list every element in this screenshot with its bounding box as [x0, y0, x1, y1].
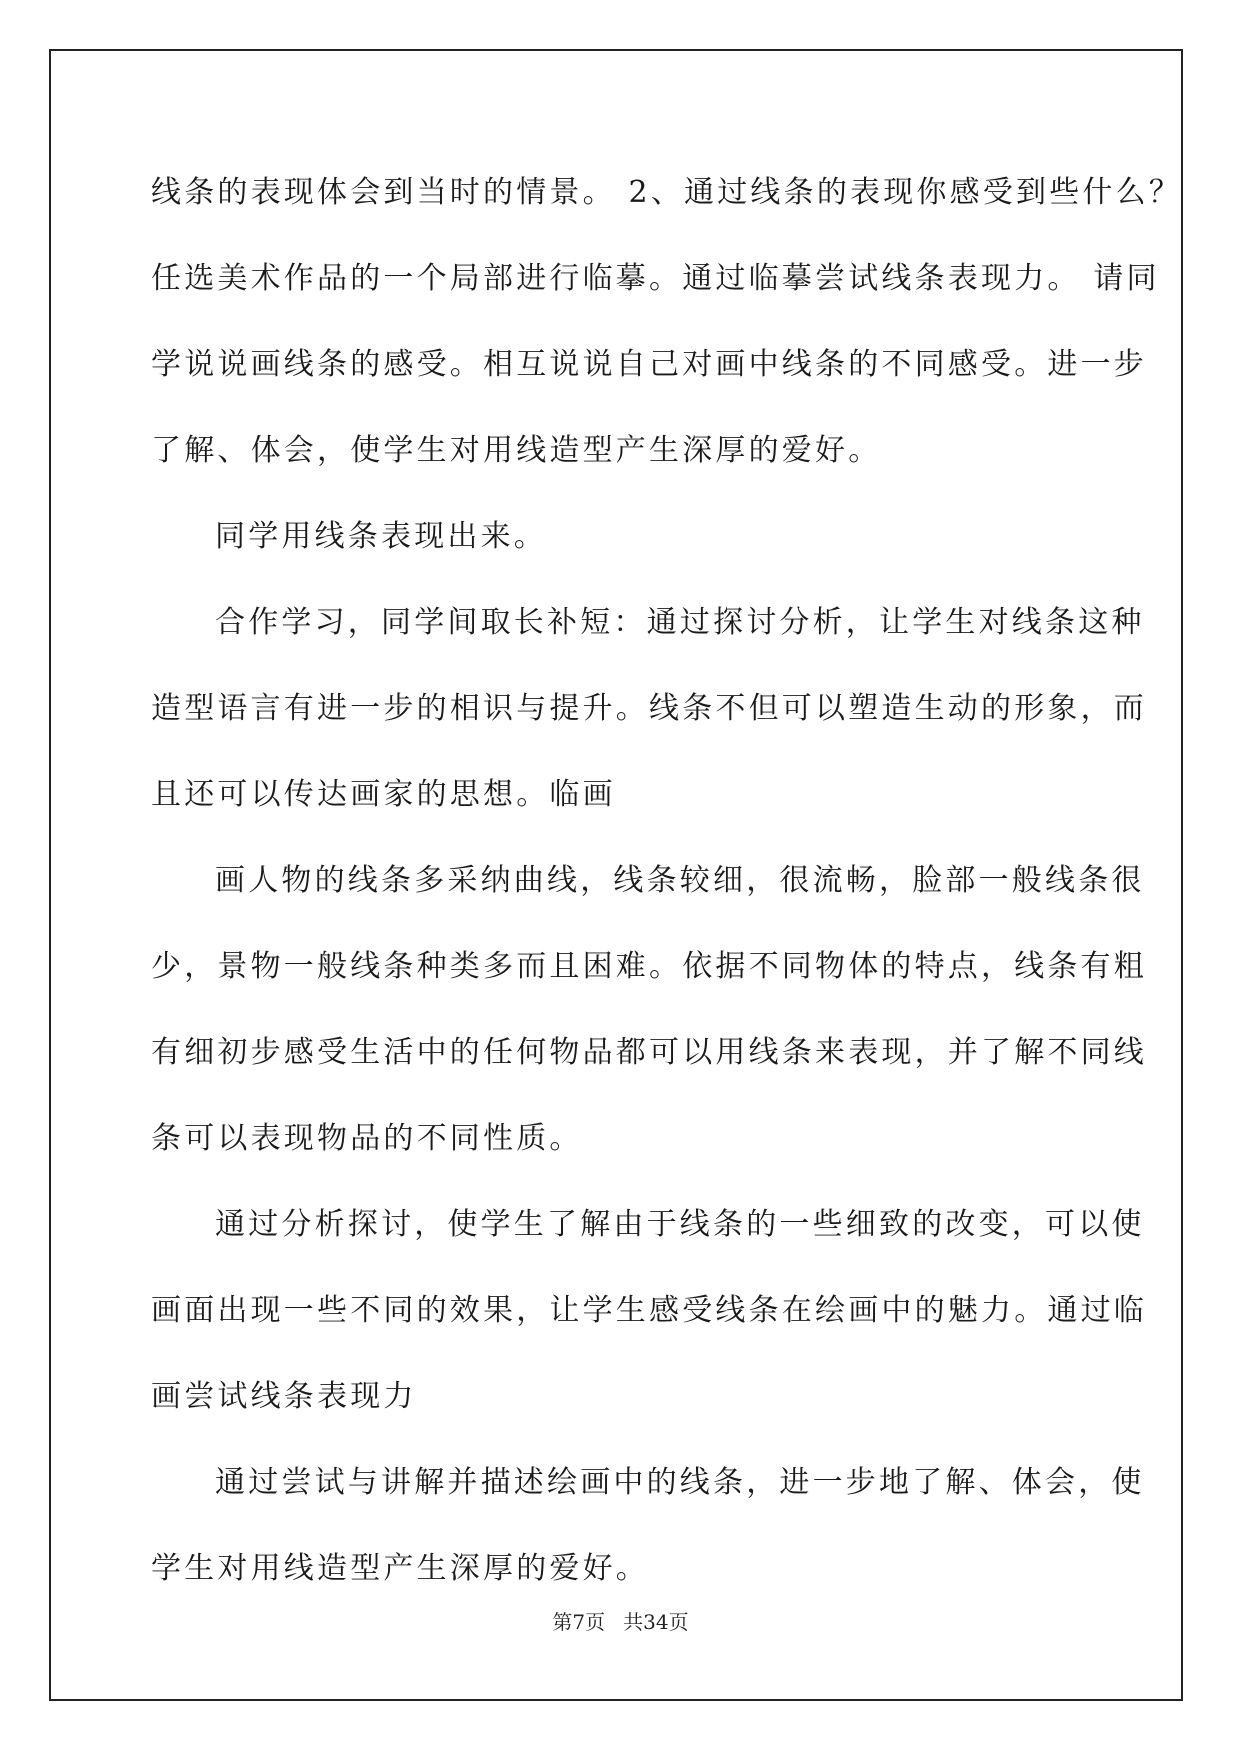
- paragraph-line: 合作学习，同学间取长补短：通过探讨分析，让学生对线条这种: [215, 605, 1145, 640]
- paragraph-line: 通过分析探讨，使学生了解由于线条的一些细致的改变，可以使: [215, 1207, 1145, 1242]
- text-line: 少，景物一般线条种类多而且困难。依据不同物体的特点，线条有粗: [151, 949, 1147, 984]
- page-total: 共34页: [623, 1610, 689, 1634]
- text-line: 任选美术作品的一个局部进行临摹。通过临摹尝试线条表现力。 请同: [151, 261, 1160, 296]
- text-line: 线条的表现体会到当时的情景。 2、通过线条的表现你感受到些什么？: [151, 175, 1183, 210]
- page-number: 第7页: [552, 1610, 606, 1634]
- paragraph-line: 画人物的线条多采纳曲线，线条较细，很流畅，脸部一般线条很: [215, 863, 1145, 898]
- text-line: 有细初步感受生活中的任何物品都可以用线条来表现，并了解不同线: [151, 1035, 1147, 1070]
- text-line: 造型语言有进一步的相识与提升。线条不但可以塑造生动的形象，而: [151, 691, 1147, 726]
- text-line: 且还可以传达画家的思想。临画: [151, 777, 616, 812]
- text-line: 学说说画线条的感受。相互说说自己对画中线条的不同感受。进一步: [151, 347, 1147, 382]
- text-line: 画尝试线条表现力: [151, 1379, 417, 1414]
- paragraph-line: 同学用线条表现出来。: [215, 519, 547, 554]
- paragraph-line: 通过尝试与讲解并描述绘画中的线条，进一步地了解、体会，使: [215, 1465, 1145, 1500]
- document-body: [151, 150, 1183, 1612]
- text-line: 学生对用线造型产生深厚的爱好。: [151, 1551, 649, 1586]
- page-footer: [0, 1606, 1241, 1635]
- text-line: 画面出现一些不同的效果，让学生感受线条在绘画中的魅力。通过临: [151, 1293, 1147, 1328]
- text-line: 条可以表现物品的不同性质。: [151, 1121, 583, 1156]
- text-line: 了解、体会，使学生对用线造型产生深厚的爱好。: [151, 433, 882, 468]
